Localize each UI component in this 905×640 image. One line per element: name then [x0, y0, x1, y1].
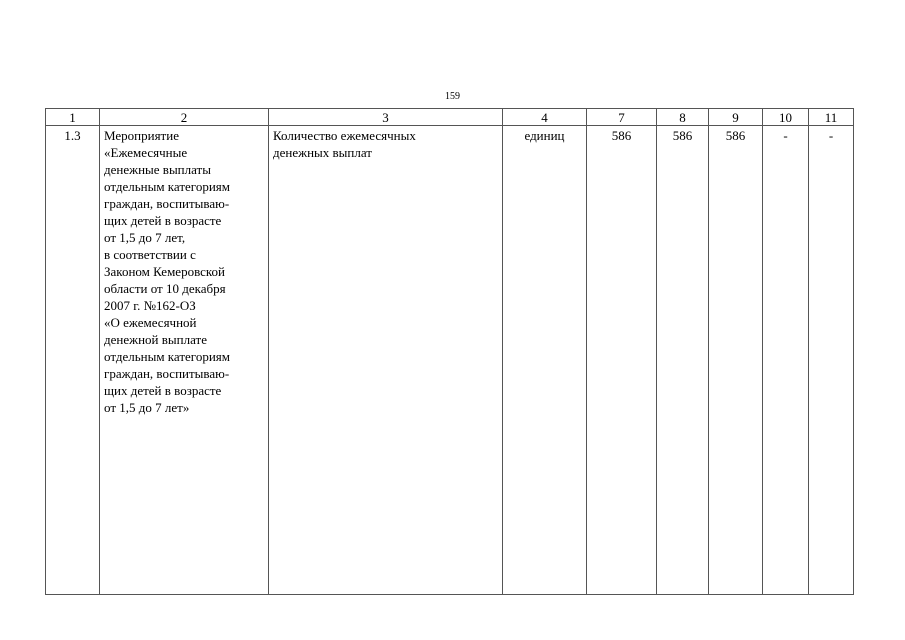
- indicator-name: [269, 126, 503, 595]
- indicators-table: [45, 108, 854, 595]
- header-col-7: 7: [587, 109, 657, 126]
- header-col-2: 2: [100, 109, 269, 126]
- header-col-3: 3: [269, 109, 503, 126]
- value-col-9: 586: [709, 126, 763, 595]
- event-line: денежной выплате: [104, 332, 207, 347]
- event-description: [100, 126, 269, 595]
- value-col-8: 586: [657, 126, 709, 595]
- header-col-10: 10: [763, 109, 809, 126]
- event-line: от 1,5 до 7 лет»: [104, 400, 190, 415]
- header-col-9: 9: [709, 109, 763, 126]
- event-line: щих детей в возрасте: [104, 213, 222, 228]
- event-line: Законом Кемеровской: [104, 264, 226, 279]
- event-line: от 1,5 до 7 лет,: [104, 230, 186, 245]
- event-line: Мероприятие: [104, 128, 179, 143]
- event-line: щих детей в возрасте: [104, 383, 222, 398]
- event-line: граждан, воспитываю-: [104, 196, 230, 211]
- value-col-11: -: [809, 126, 854, 595]
- indicator-line: Количество ежемесячных: [273, 128, 416, 143]
- header-col-8: 8: [657, 109, 709, 126]
- value-col-10: -: [763, 126, 809, 595]
- unit-cell: единиц: [503, 126, 587, 595]
- event-line: отдельным категориям: [104, 349, 230, 364]
- page-number: 159: [445, 91, 460, 102]
- value-col-7: 586: [587, 126, 657, 595]
- row-number: 1.3: [46, 126, 100, 595]
- header-col-4: 4: [503, 109, 587, 126]
- event-line: «Ежемесячные: [104, 145, 188, 160]
- table-row: [46, 126, 854, 595]
- event-line: отдельным категориям: [104, 179, 230, 194]
- indicator-line: денежных выплат: [273, 145, 372, 160]
- header-row: [46, 109, 854, 126]
- event-line: в соответствии с: [104, 247, 196, 262]
- header-col-1: 1: [46, 109, 100, 126]
- header-col-11: 11: [809, 109, 854, 126]
- event-line: области от 10 декабря: [104, 281, 226, 296]
- event-line: 2007 г. №162-ОЗ: [104, 298, 196, 313]
- event-line: граждан, воспитываю-: [104, 366, 230, 381]
- event-line: «О ежемесячной: [104, 315, 197, 330]
- event-line: денежные выплаты: [104, 162, 211, 177]
